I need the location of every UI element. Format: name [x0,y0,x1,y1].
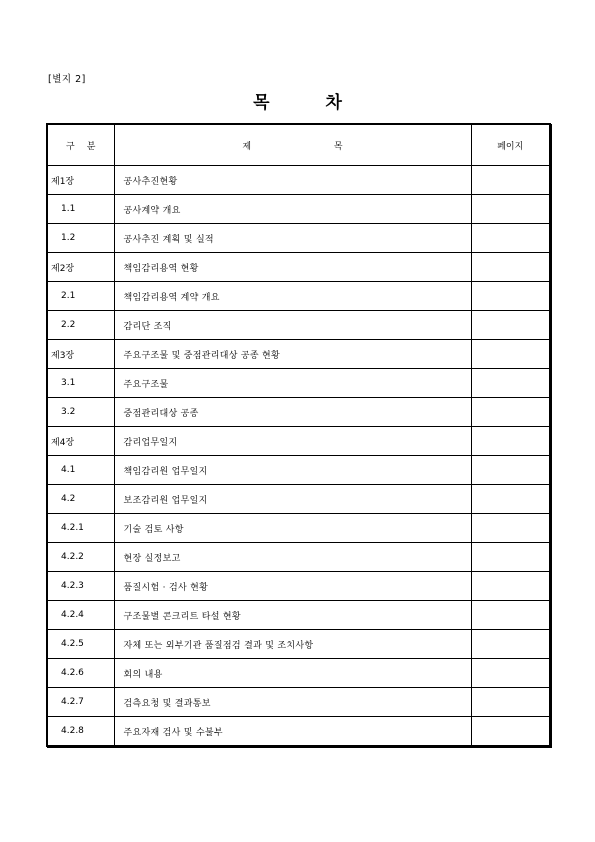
table-row [47,572,550,601]
row-page-number [471,717,550,747]
table-row [47,253,550,282]
table-row [47,717,550,747]
table-row [47,456,550,485]
row-section-number: 4.2.7 [47,688,114,717]
row-page-number [471,572,550,601]
row-page-number [471,253,550,282]
row-section-number: 4.2.4 [47,601,114,630]
row-section-number: 3.1 [47,369,114,398]
row-title: 주요구조물 [114,369,471,398]
table-row [47,282,550,311]
row-title: 책임감리원 업무일지 [114,456,471,485]
row-page-number [471,195,550,224]
row-page-number [471,659,550,688]
table-row [47,166,550,195]
table-row [47,485,550,514]
row-title: 공사계약 개요 [114,195,471,224]
row-section-number: 4.2.1 [47,514,114,543]
row-section-number: 제4장 [47,427,114,456]
row-page-number [471,427,550,456]
table-row [47,224,550,253]
row-title: 보조감리원 업무일지 [114,485,471,514]
header-title: 제 목 [114,124,471,166]
table-row [47,601,550,630]
row-title: 감리업무일지 [114,427,471,456]
table-body [47,166,550,747]
attachment-label: [별지 2] [48,74,86,85]
row-section-number: 2.1 [47,282,114,311]
table-row [47,514,550,543]
row-title: 검측요청 및 결과통보 [114,688,471,717]
row-title: 자체 또는 외부기관 품질점검 결과 및 조치사항 [114,630,471,659]
table-row [47,659,550,688]
row-section-number: 4.2 [47,485,114,514]
row-page-number [471,224,550,253]
row-page-number [471,456,550,485]
row-section-number: 4.2.3 [47,572,114,601]
row-title: 품질시험 · 검사 현황 [114,572,471,601]
table-row [47,630,550,659]
row-section-number: 4.2.6 [47,659,114,688]
row-section-number: 3.2 [47,398,114,427]
row-section-number: 4.2.5 [47,630,114,659]
row-title: 현장 실정보고 [114,543,471,572]
row-page-number [471,340,550,369]
row-title: 공사추진현황 [114,166,471,195]
row-section-number: 제2장 [47,253,114,282]
row-page-number [471,688,550,717]
table-row [47,688,550,717]
table-row [47,311,550,340]
table-row [47,427,550,456]
row-page-number [471,369,550,398]
row-section-number: 4.2.8 [47,717,114,747]
row-page-number [471,485,550,514]
row-page-number [471,543,550,572]
row-title: 주요구조물 및 중점관리대상 공종 현황 [114,340,471,369]
row-title: 구조물별 콘크리트 타설 현황 [114,601,471,630]
document-title: 목 차 [253,93,342,113]
row-title: 감리단 조직 [114,311,471,340]
row-section-number: 2.2 [47,311,114,340]
row-section-number: 제1장 [47,166,114,195]
table-row [47,369,550,398]
table-header-row [47,124,550,166]
header-section: 구분 [47,124,114,166]
table-row [47,340,550,369]
row-section-number: 4.1 [47,456,114,485]
row-page-number [471,514,550,543]
row-title: 중점관리대상 공종 [114,398,471,427]
row-page-number [471,311,550,340]
row-title: 책임감리용역 현황 [114,253,471,282]
row-title: 기술 검토 사항 [114,514,471,543]
row-title: 회의 내용 [114,659,471,688]
row-section-number: 1.1 [47,195,114,224]
table-row [47,398,550,427]
row-page-number [471,601,550,630]
row-page-number [471,630,550,659]
row-title: 주요자재 검사 및 수불부 [114,717,471,747]
row-title: 책임감리용역 계약 개요 [114,282,471,311]
table-row [47,195,550,224]
row-title: 공사추진 계획 및 실적 [114,224,471,253]
row-page-number [471,166,550,195]
header-page: 페이지 [471,124,550,166]
row-page-number [471,398,550,427]
row-section-number: 1.2 [47,224,114,253]
table-row [47,543,550,572]
row-section-number: 4.2.2 [47,543,114,572]
table-of-contents [46,123,551,747]
row-section-number: 제3장 [47,340,114,369]
row-page-number [471,282,550,311]
